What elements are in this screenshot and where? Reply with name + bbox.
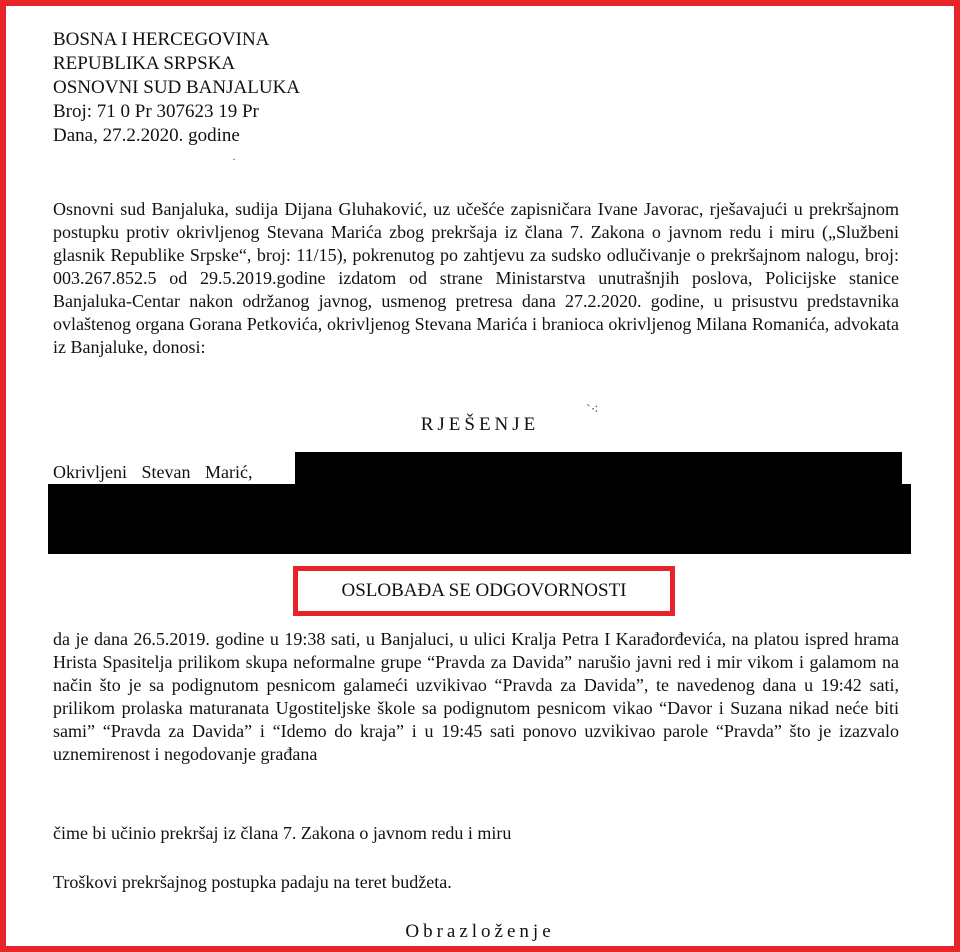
redaction-bar: [295, 452, 902, 484]
scan-speck: ˋ⁖: [586, 403, 599, 418]
court-line: OSNOVNI SUD BANJALUKA: [53, 77, 301, 98]
offense-paragraph: čime bi učinio prekršaj iz člana 7. Zakona o javnom redu i miru: [53, 823, 512, 843]
defendant-label: Okrivljeni Stevan Marić,: [53, 462, 253, 482]
document-date: Dana, 27.2.2020. godine: [53, 125, 240, 146]
intro-paragraph: Osnovni sud Banjaluka, sudija Dijana Gluhaković, uz učešće zapisničara Ivane Javorac, rješavajući u prekršajnom postupku protiv okrivljenog Stevana Marića zbog prekršaja iz člana 7. Zakona o javnom redu i miru („Službeni glasnik Republike Srpske“, broj: 11/15), pokrenutog po zahtjevu za sudsko odlučivanje o prekršajnom nalogu, broj: 003.267.852.5 od 29.5.2019.godine izdatom od strane Ministarstva unutrašnjih poslova, Policijske stanice Banjaluka-Centar nakon održanog javnog, usmenog pretresa dana 27.2.2020. godine, u prisustvu predstavnika ovlaštenog organa Gorana Petkovića, okrivljenog Stevana Marića i branioca okrivljenog Milana Romanića, advokata iz Banjaluke, donosi:: [53, 199, 899, 357]
reasoning-title: Obrazloženje: [405, 921, 555, 942]
verdict-text: OSLOBAĐA SE ODGOVORNOSTI: [341, 580, 627, 601]
case-number: Broj: 71 0 Pr 307623 19 Pr: [53, 101, 259, 122]
document-header: [53, 28, 300, 148]
redaction-bar: [48, 518, 911, 554]
decision-title: RJEŠENJE: [420, 414, 540, 435]
country-line: BOSNA I HERCEGOVINA: [53, 29, 270, 50]
costs-paragraph: Troškovi prekršajnog postupka padaju na teret budžeta.: [53, 872, 452, 892]
facts-paragraph: da je dana 26.5.2019. godine u 19:38 sati, u Banjaluci, u ulici Kralja Petra I Karađorđevića, na platou ispred hrama Hrista Spasitelja prilikom skupa neformalne grupe “Pravda za Davida” narušio javni red i mir vikom i galamom na način što je sa podignutom pesnicom galameći uzvikivao “Pravda za Davida”, te navedenog dana u 19:42 sati, prilikom prolaska maturanata Ugostiteljske škole sa podignutom pesnicom vikao “Davor i Suzana nikad neće biti sami” “Pravda za Davida” i “Idemo do kraja” i u 19:45 sati ponovo uzvikivao parole “Pravda” što je izazvalo uznemirenost i negodovanje građana: [53, 629, 899, 764]
redaction-bar: [48, 484, 911, 520]
scan-speck: ·: [232, 152, 236, 166]
verdict-highlight: [293, 566, 675, 616]
entity-line: REPUBLIKA SRPSKA: [53, 53, 236, 74]
